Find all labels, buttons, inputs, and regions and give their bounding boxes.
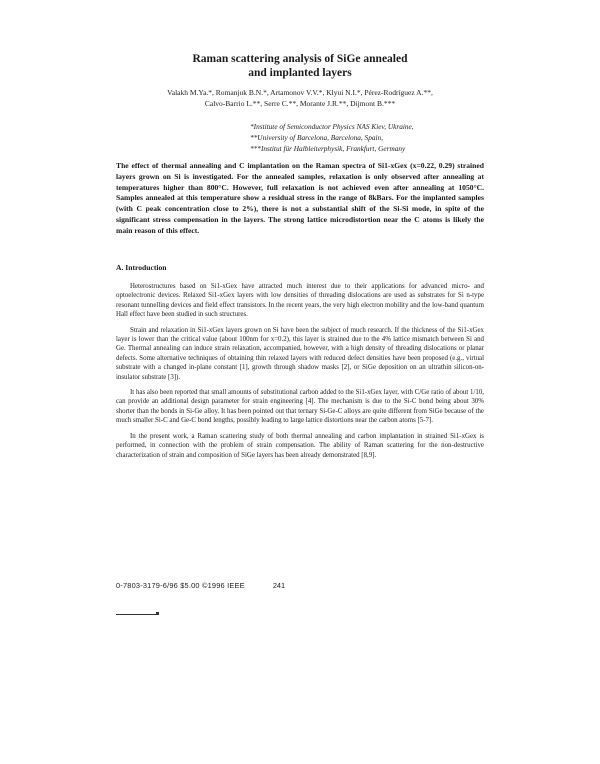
author-list (120, 87, 480, 109)
paragraph: Heterostructures based on Si1-xGex have attracted much interest due to their applications for advanced micro- and optoelectronic devices. Relaxed Si1-xGex layers with low densities of threading dislocations are used as substrates for Si n-type resonant tunnelling devices and field effect transistors. In the recent years, the very high electron mobility and the low-band quantum Hall effect have been studied in such structures. (116, 283, 484, 319)
authors-line-2: Calvo-Barrio L.**, Serre C.**, Morante J.R.**, Dijmont B.*** (204, 99, 396, 108)
introduction-body (116, 282, 484, 466)
section-heading-introduction: A. Introduction (116, 263, 167, 272)
affiliation-2: **University of Barcelona, Barcelona, Spain, (250, 133, 384, 142)
footnote-rule (116, 614, 156, 615)
paper-title (0, 52, 600, 80)
footer-isbn: 0-7803-3179-6/96 $5.00 ©1996 IEEE (116, 581, 245, 590)
page-number: 241 (272, 581, 286, 590)
title-line-2: and implanted layers (248, 67, 352, 79)
affiliation-3: ***Institut für Halbleiterphysik, Frankfurt, Germany (250, 144, 406, 153)
abstract: The effect of thermal annealing and C implantation on the Raman spectra of Si1-xGex (x=0.22, 0.29) strained layers grown on Si is investigated. For the annealed samples, relaxation is only observed after annealing at temperatures higher than 800°C. However, full relaxation is not achieved even after annealing at 1050°C. Samples annealed at this temperature show a residual stress in the range of 8kBars. For the implanted samples (with C peak concentration close to 2%), there is not a substantial shift of the Si-Si mode, in spite of the significant stress compensation in the layers. The strong lattice microdistortion near the C atoms is likely the main reason of this effect. (116, 161, 484, 235)
authors-line-1: Valakh M.Ya.*, Romanjuk B.N.*, Artamonov V.V.*, Klyui N.I.*, Pérez-Rodríguez A.**, (167, 88, 433, 97)
footnote-rule-mark (156, 612, 159, 615)
affiliations (250, 121, 480, 154)
paragraph: It has also been reported that small amounts of substitutional carbon added to the Si1-xGex layer, with C/Ge ratio of about 1/10, can provide an additional design parameter for strain engineering [4]. The mechanism is due to the Si-C bond being about 30% shorter than the bonds in Si-Ge alloy. It has been pointed out that ternary Si-Ge-C alloys are quite different from SiGe because of the much smaller Si-C and Ge-C bond lengths, possibly leading to large lattice distortions near the carbon atoms [5-7]. (116, 389, 484, 425)
paragraph: Strain and relaxation in Si1-xGex layers grown on Si have been the subject of much research. If the thickness of the Si1-xGex layer is lower than the critical value (about 100nm for x=0.2), this layer is strained due to the 4% lattice mismatch between Si and Ge. Thermal annealing can induce strain relaxation, accompanied, however, with a high density of threading dislocations or planar defects. Some alternative techniques of obtaining thin relaxed layers with reduced defect densities have been proposed (e.g., virtual substrate with a changed in-plane constant [1], growth through shadow masks [2], or SiGe deposition on an ultrathin silicon-on-insulator substrate [3]). (116, 326, 484, 381)
page-footer (116, 581, 285, 590)
affiliation-1: *Institute of Semiconductor Physics NAS Kiev, Ukraine, (250, 122, 414, 131)
paragraph: In the present work, a Raman scattering study of both thermal annealing and carbon implantation in strained Si1-xGex is performed, in connection with the problem of strain compensation. The ability of Raman scattering for the non-destructive characterization of strain and composition of SiGe layers has been already demonstrated [8,9]. (116, 432, 484, 459)
title-line-1: Raman scattering analysis of SiGe annealed (192, 53, 408, 65)
